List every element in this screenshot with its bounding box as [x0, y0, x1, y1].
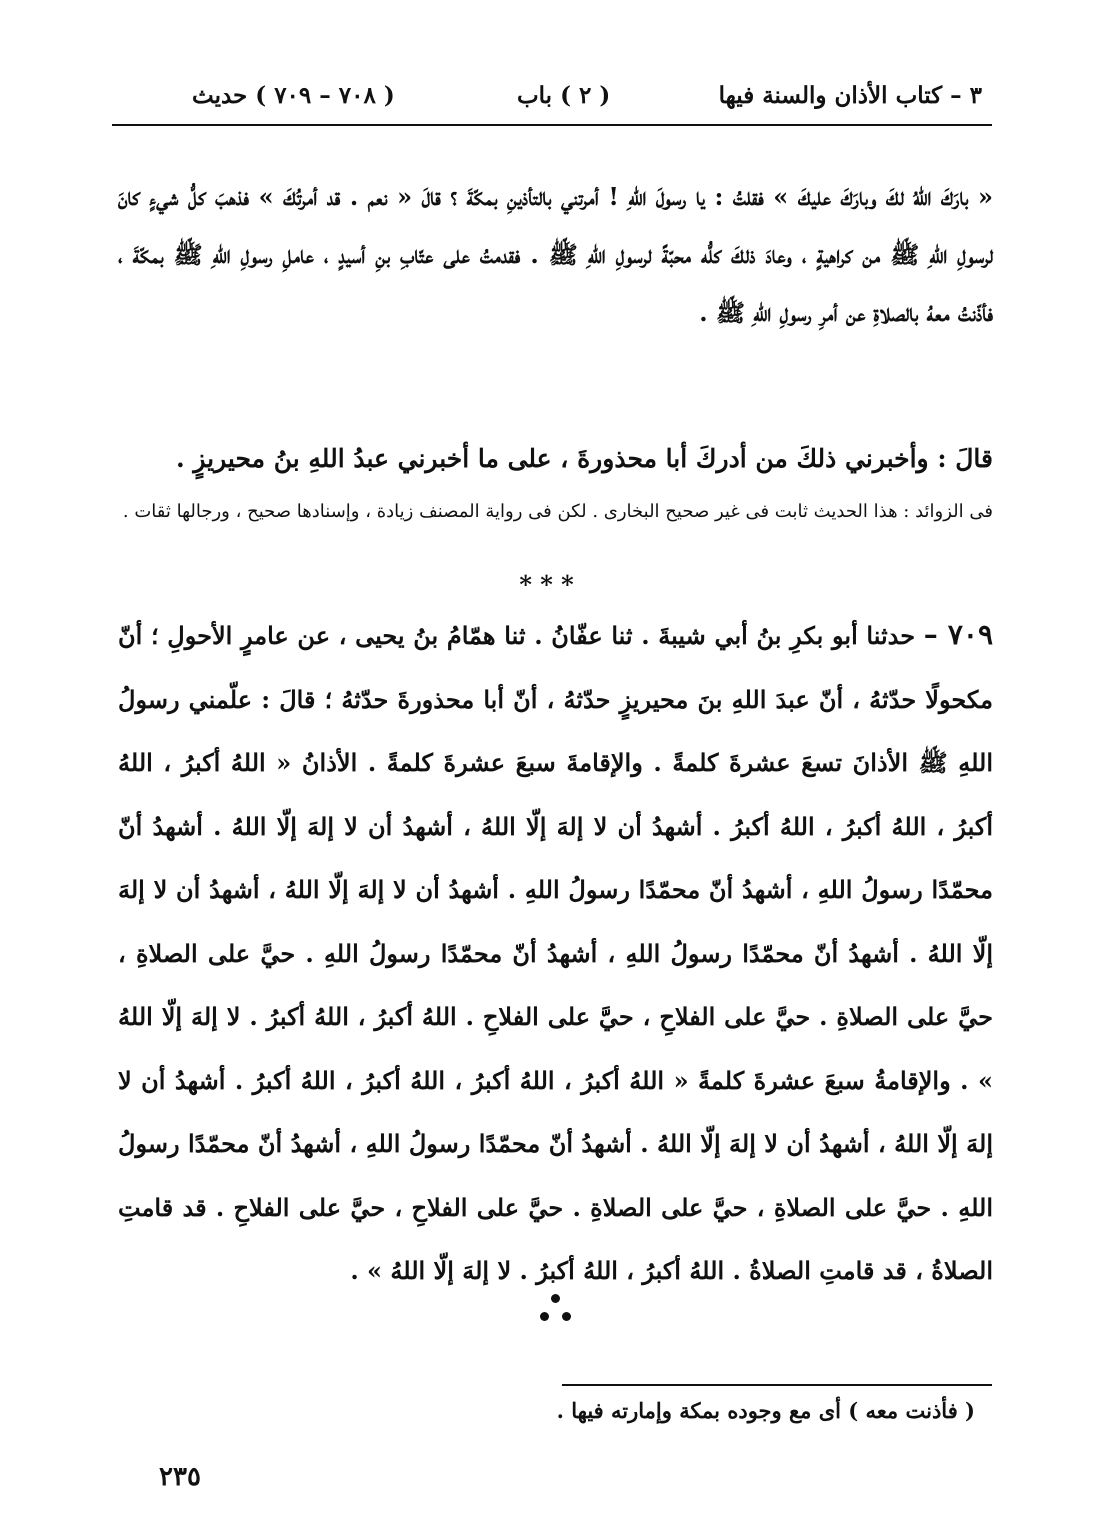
zawaid-note: فى الزوائد : هذا الحديث ثابت فى غير صحيح البخارى . لكن فى رواية المصنف زيادة ، وإسنادها صحيح ، ورجالها ثقات . — [122, 501, 993, 522]
hadith-709 — [118, 603, 993, 1303]
hadith-number: ٧٠٩ – — [923, 618, 994, 651]
section-separator: * * * — [519, 570, 574, 599]
hadith-text: حدثنا أبو بكرِ بنُ أبي شيبةَ . ثنا عفّانُ . ثنا همّامُ بنُ يحيى ، عن عامرٍ الأحولِ ؛ أنّ مكحولًا حدّثهُ ، أنّ عبدَ اللهِ بنَ محيريزٍ حدّثهُ ، أنّ أبا محذورةَ حدّثهُ ؛ قالَ : علّمني رسولُ اللهِ ﷺ الأذانَ تسعَ عشرةَ كلمةً . والإقامةَ سبعَ عشرةَ كلمةً . الأذانُ « اللهُ أكبرُ ، اللهُ أكبرُ ، اللهُ أكبرُ ، اللهُ أكبرُ . أشهدُ أن لا إلهَ إلّا اللهُ ، أشهدُ أن لا إلهَ إلّا اللهُ . أشهدُ أنّ محمّدًا رسولُ اللهِ ، أشهدُ أنّ محمّدًا رسولُ اللهِ . أشهدُ أن لا إلهَ إلّا اللهُ ، أشهدُ أن لا إلهَ إلّا اللهُ . أشهدُ أنّ محمّدًا رسولُ اللهِ ، أشهدُ أنّ محمّدًا رسولُ اللهِ . حيَّ على الصلاةِ ، حيَّ على الصلاةِ . حيَّ على الفلاحِ ، حيَّ على الفلاحِ . اللهُ أكبرُ ، اللهُ أكبرُ . لا إلهَ إلّا اللهُ » . والإقامةُ سبعَ عشرةَ كلمةً « اللهُ أكبرُ ، اللهُ أكبرُ ، اللهُ أكبرُ ، اللهُ أكبرُ . أشهدُ أن لا إلهَ إلّا اللهُ ، أشهدُ أن لا إلهَ إلّا اللهُ . أشهدُ أنّ محمّدًا رسولُ اللهِ ، أشهدُ أنّ محمّدًا رسولُ اللهِ . حيَّ على الصلاةِ ، حيَّ على الصلاةِ . حيَّ على الفلاحِ ، حيَّ على الفلاحِ . قد قامتِ الصلاةُ ، قد قامتِ الصلاةُ . اللهُ أكبرُ ، اللهُ أكبرُ . لا إلهَ إلّا اللهُ » . — [118, 621, 994, 1285]
running-header — [112, 82, 982, 118]
header-chapter: ( ٢ ) باب — [517, 82, 611, 109]
header-book-title: ٣ – كتاب الأذان والسنة فيها — [718, 82, 982, 109]
narrator-remark: قالَ : وأخبرني ذلكَ من أدركَ أبا محذورةَ ، على ما أخبرني عبدُ اللهِ بنُ محيريزٍ . — [175, 444, 993, 473]
header-hadith-range: ( ٧٠٨ – ٧٠٩ ) حديث — [192, 82, 395, 109]
hadith-708-continuation: « بارَكَ اللهُ لكَ وبارَكَ عليكَ » فقلتُ : يا رسولَ اللهِ ! أمرتني بالتأذينِ بمكّةَ ؟ قالَ « نعم . قد أمرتُكَ » فذهبَ كلُّ شيءٍ كانَ لرسولِ اللهِ ﷺ من كراهيةٍ ، وعادَ ذلكَ كلُّه محبّةً لرسولِ اللهِ ﷺ . فقدمتُ على عتّابِ بنِ أسيدٍ ، عاملِ رسولِ اللهِ ﷺ بمكّةَ ، فأذّنتُ معهُ بالصلاةِ عن أمرِ رسولِ اللهِ ﷺ . — [118, 182, 993, 327]
page-number: ٢٣٥ — [159, 1462, 201, 1492]
footnote-divider — [562, 1384, 992, 1386]
end-of-section-dots-icon — [536, 1292, 576, 1332]
footnote: ( فأذنت معه ) أى مع وجوده بمكة وإمارته فيها . — [556, 1398, 975, 1423]
header-divider — [112, 124, 992, 126]
